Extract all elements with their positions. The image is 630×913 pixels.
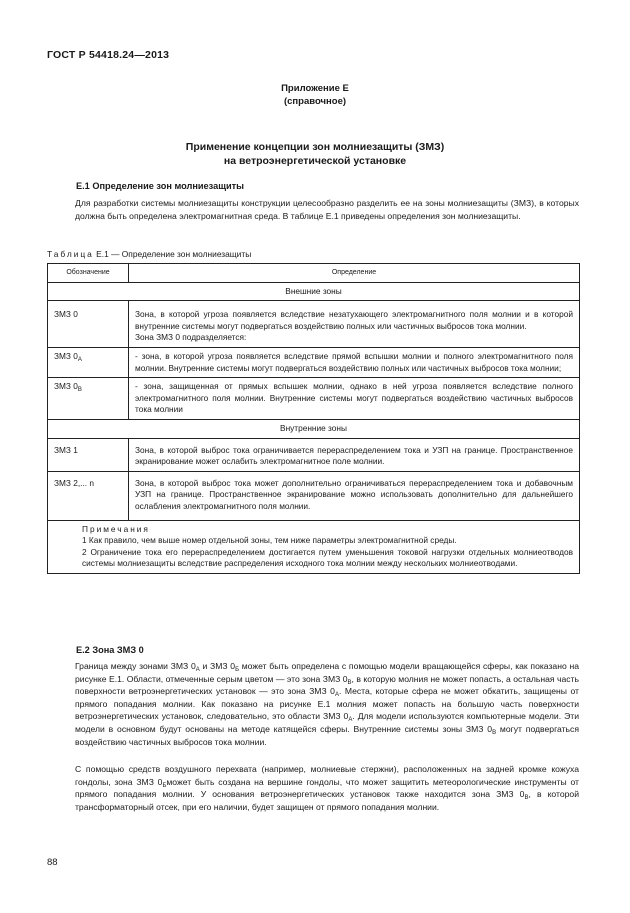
annex-title: Приложение Е	[281, 83, 349, 94]
zone-definition: - зона, в которой угроза появляется вследствие прямой вспышки молнии и полного электромагнитного поля молнии. Внутренние системы могут подвергаться воздействию полных или частичных выбросов тока молнии;	[129, 347, 580, 377]
column-header-designation: Обозначение	[48, 264, 129, 283]
title-line-1: Применение концепции зон молниезащиты (ЗМЗ)	[185, 141, 445, 153]
section-e2-paragraph-1	[47, 660, 579, 748]
zone-definition: - зона, защищенная от прямых вспышек молнии, однако в ней угроза появляется вследствие полного электромагнитного поля молнии. Внутренние системы могут подвергаться воздействию частичных выбросов тока молнии	[129, 378, 580, 420]
paragraph-text: Для разработки системы молниезащиты конструкции целесообразно разделить ее на зоны молниезащиты (ЗМЗ), в которых должна быть определена электромагнитная среда. В таблице Е.1 приведены определения зон молниезащиты.	[75, 198, 579, 221]
column-header-definition: Определение	[129, 264, 580, 283]
zone-code: ЗМЗ 1	[48, 438, 129, 471]
table-caption-word: Таблица	[47, 249, 94, 259]
zone-definition-text-2: Зона ЗМЗ 0 подразделяется:	[135, 332, 247, 343]
table-header-row	[48, 264, 580, 283]
title-line-2: на ветроэнергетической установке	[223, 155, 407, 167]
zone-definition: Зона, в которой выброс тока может дополнительно ограничиваться перераспределением тока и добавочным УЗП на границе. Пространственное экранирование можно использовать дополнительно для дальнейшего ослабления электромагнитного поля молнии.	[129, 471, 580, 520]
zone-definition: Зона, в которой выброс тока ограничивается перераспределением тока и УЗП на границе. Пространственное экранирование может ослабить электромагнитное поле молнии.	[129, 438, 580, 471]
group-internal-zones: Внутренние зоны	[48, 419, 580, 438]
annex-type: (справочное)	[283, 96, 347, 107]
group-external-zones: Внешние зоны	[48, 282, 580, 301]
page-title	[0, 140, 630, 168]
zone-code: ЗМЗ 0	[48, 301, 129, 348]
table-notes	[48, 520, 580, 573]
zone-code-subscript: В	[77, 387, 82, 394]
zone-code-subscript: А	[77, 356, 82, 363]
section-e2-heading: Е.2 Зона ЗМЗ 0	[76, 645, 144, 655]
zone-code-text: ЗМЗ 0	[54, 381, 78, 392]
table-row	[48, 438, 580, 471]
notes-title: Примечания	[82, 523, 150, 534]
table-row	[48, 471, 580, 520]
paragraph-text: Граница между зонами ЗМЗ $0_А$ и ЗМЗ $0_Б$ может быть определена с помощью модели вращающейся сферы, как показано на рисунке Е.1. Области, отмеченные серым цветом — это зона ЗМЗ $0_В$, в которую молния не может попасть, а остальная часть поверхности ветроэнергетических установок — это зона ЗМЗ $0_А$. Места, которые сфера не может обкатить, защищены от прямого попадания молнии. Как показано на рисунке Е.1 молния может попасть на большую часть поверхности ветроэнергетических установок, следовательно, это области ЗМЗ $0_А$. Для модели используются компьютерные модели. Эти модели в основном будут основаны на методе катящейся сферы. Внутренние системы зоны ЗМЗ $0_В$ могут подвергаться воздействию частичных выбросов тока молнии.	[75, 661, 579, 747]
section-e2-paragraph-2	[47, 763, 579, 813]
table-row	[48, 301, 580, 348]
page-number: 88	[47, 857, 58, 868]
section-e1-paragraph	[47, 197, 579, 222]
table-caption	[47, 249, 251, 259]
table-group-row	[48, 419, 580, 438]
zone-definition	[129, 301, 580, 348]
zones-table	[47, 263, 580, 574]
document-header: ГОСТ Р 54418.24—2013	[47, 49, 170, 61]
zone-code-text: ЗМЗ 0	[54, 350, 78, 361]
table-caption-text: Е.1 — Определение зон молниезащиты	[93, 249, 252, 259]
table-row	[48, 347, 580, 377]
annex-label	[0, 82, 630, 108]
zone-code: ЗМЗ 2,... n	[48, 471, 129, 520]
section-e1-heading: Е.1 Определение зон молниезащиты	[76, 181, 244, 191]
note-2: 2 Ограничение тока его перераспределением достигается путем уменьшения токовой нагрузки отдельных молниеотводов системы молниезащиты вследствие распределения исходного тока молнии между нескольких молниеотводами.	[82, 546, 573, 569]
zone-code	[48, 347, 129, 377]
paragraph-text: С помощью средств воздушного перехвата (например, молниевые стержни), расположенных на задней кромке кожуха гондолы, зона ЗМЗ $0_Бможет$ быть создана на вершине гондолы, что может защитить метеорологические инструменты от прямого попадания молнии. У основания ветроэнергетических установок также находится зона ЗМЗ $0_В$, в которой трансформаторный отсек, при его наличии, будет защищен от прямого попадания молнии.	[75, 764, 580, 812]
note-1: 1 Как правило, чем выше номер отдельной зоны, тем ниже параметры электромагнитной среды.	[82, 535, 457, 546]
table-notes-row	[48, 520, 580, 573]
zone-code	[48, 378, 129, 420]
table-group-row	[48, 282, 580, 301]
table-row	[48, 378, 580, 420]
zone-definition-text: Зона, в которой угроза появляется вследствие незатухающего электромагнитного поля молнии и в которой внутренние системы могут подвергаться воздействию полных или частичных выбросов тока молнии.	[135, 309, 573, 331]
